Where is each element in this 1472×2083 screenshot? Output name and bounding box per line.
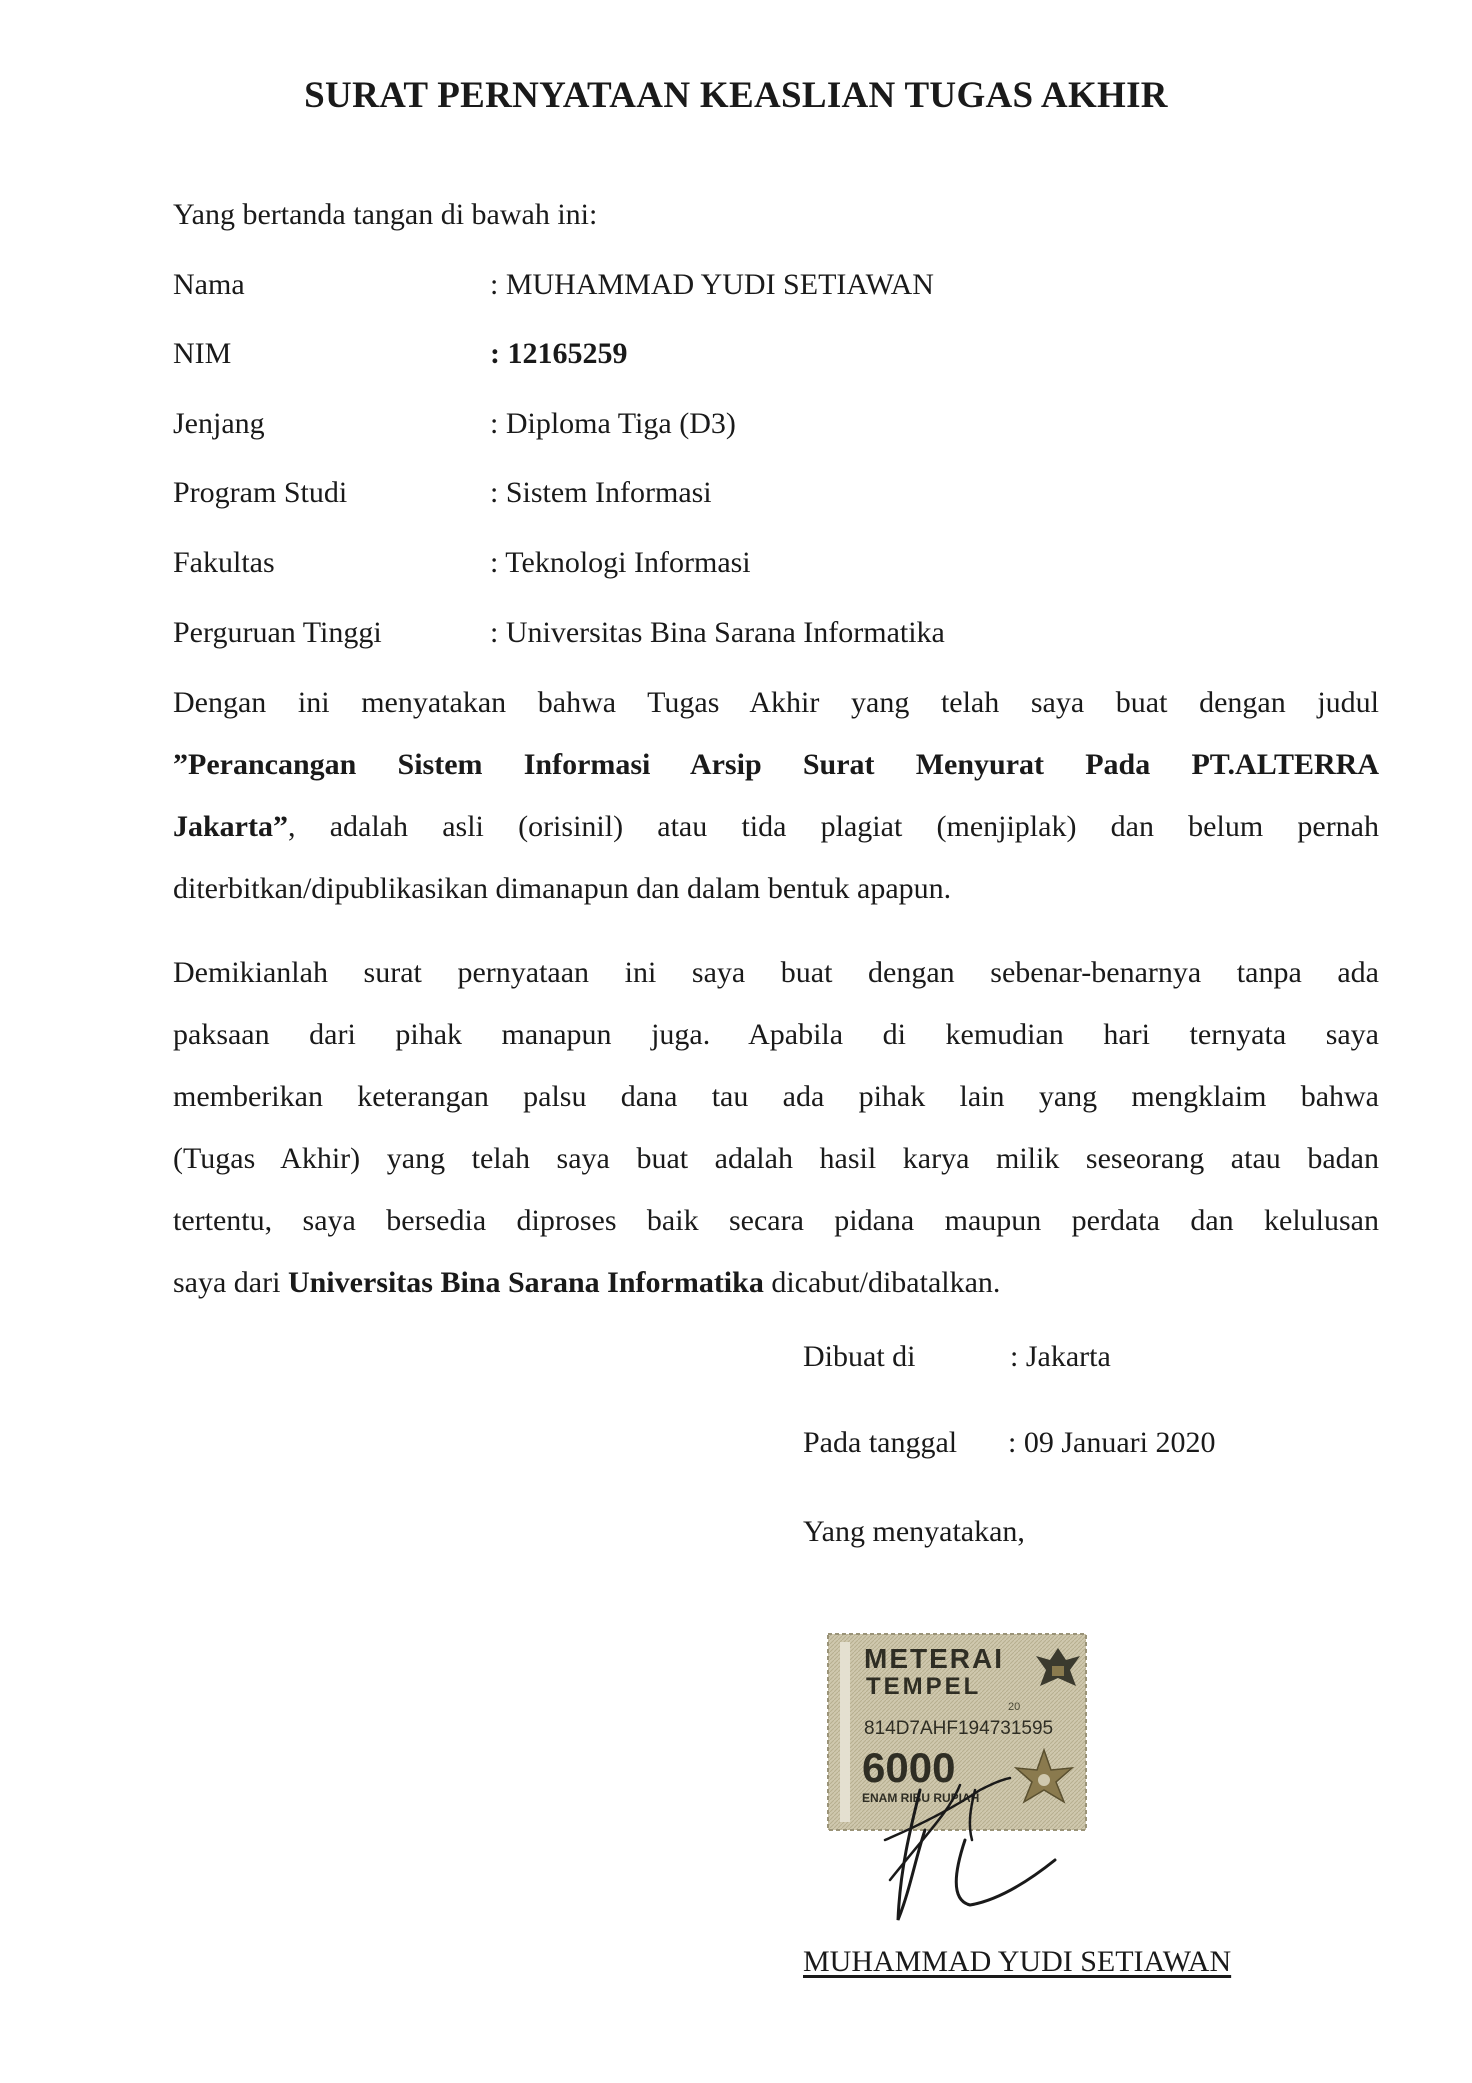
statement-line	[173, 796, 1379, 858]
field-label-program-studi: Program Studi	[173, 476, 348, 509]
stamp-amount: 6000	[862, 1744, 956, 1791]
thesis-title-part2: Jakarta”	[173, 810, 288, 843]
place-label: Dibuat di	[803, 1340, 916, 1373]
declaration-line: (Tugas Akhir) yang telah saya buat adalah hasil karya milik seseorang atau badan	[173, 1142, 1379, 1175]
statement-line: diterbitkan/dipublikasikan dimanapun dan dalam bentuk apapun.	[173, 872, 952, 905]
thesis-title-part1: ”Perancangan Sistem Informasi Arsip Surat Menyurat Pada PT.ALTERRA	[173, 748, 1379, 781]
field-value-nim: : 12165259	[490, 337, 628, 370]
statement-line-rest: , adalah asli (orisinil) atau tida plagiat (menjiplak) dan belum pernah	[288, 810, 1379, 843]
thesis-title	[173, 734, 1379, 796]
intro-text: Yang bertanda tangan di bawah ini:	[173, 198, 598, 231]
declaration-line: Demikianlah surat pernyataan ini saya buat dengan sebenar-benarnya tanpa ada	[173, 956, 1379, 989]
closing-text: Yang menyatakan,	[803, 1515, 1025, 1548]
place-value: : Jakarta	[1010, 1340, 1111, 1373]
document-title: SURAT PERNYATAAN KEASLIAN TUGAS AKHIR	[304, 75, 1168, 116]
stamp-amount-words: ENAM RIBU RUPIAH	[862, 1791, 980, 1805]
field-label-perguruan-tinggi: Perguruan Tinggi	[173, 616, 382, 649]
stamp-line1: METERAI	[864, 1643, 1004, 1674]
declaration-line-post: dicabut/dibatalkan.	[763, 1266, 1001, 1299]
field-value-perguruan-tinggi: : Universitas Bina Sarana Informatika	[490, 616, 945, 649]
statement-paragraph	[173, 672, 1379, 920]
declaration-line: paksaan dari pihak manapun juga. Apabila di kemudian hari ternyata saya	[173, 1018, 1379, 1051]
stamp-line2: TEMPEL	[866, 1673, 982, 1700]
stamp-year: 20	[1008, 1701, 1021, 1713]
declaration-line: tertentu, saya bersedia diproses baik secara pidana maupun perdata dan kelulusan	[173, 1204, 1379, 1237]
field-value-nama: : MUHAMMAD YUDI SETIAWAN	[490, 268, 934, 301]
field-label-nama: Nama	[173, 268, 245, 301]
stamp-serial: 814D7AHF194731595	[864, 1718, 1054, 1739]
declaration-line: memberikan keterangan palsu dana tau ada pihak lain yang mengklaim bahwa	[173, 1080, 1379, 1113]
field-value-program-studi: : Sistem Informasi	[490, 476, 712, 509]
date-label: Pada tanggal	[803, 1426, 958, 1459]
statement-line: Dengan ini menyatakan bahwa Tugas Akhir yang telah saya buat dengan judul	[173, 686, 1379, 719]
declaration-line-pre: saya dari	[173, 1266, 288, 1299]
declaration-line	[173, 1252, 1379, 1314]
declaration-paragraph	[173, 942, 1379, 1314]
university-name: Universitas Bina Sarana Informatika	[287, 1266, 764, 1299]
field-value-jenjang: : Diploma Tiga (D3)	[490, 407, 736, 440]
signer-name: MUHAMMAD YUDI SETIAWAN	[803, 1945, 1232, 1978]
field-label-nim: NIM	[173, 337, 232, 370]
date-value: : 09 Januari 2020	[1008, 1426, 1216, 1459]
field-label-fakultas: Fakultas	[173, 546, 275, 579]
field-label-jenjang: Jenjang	[173, 407, 265, 440]
handwritten-signature	[880, 1770, 1110, 1940]
field-value-fakultas: : Teknologi Informasi	[490, 546, 751, 579]
